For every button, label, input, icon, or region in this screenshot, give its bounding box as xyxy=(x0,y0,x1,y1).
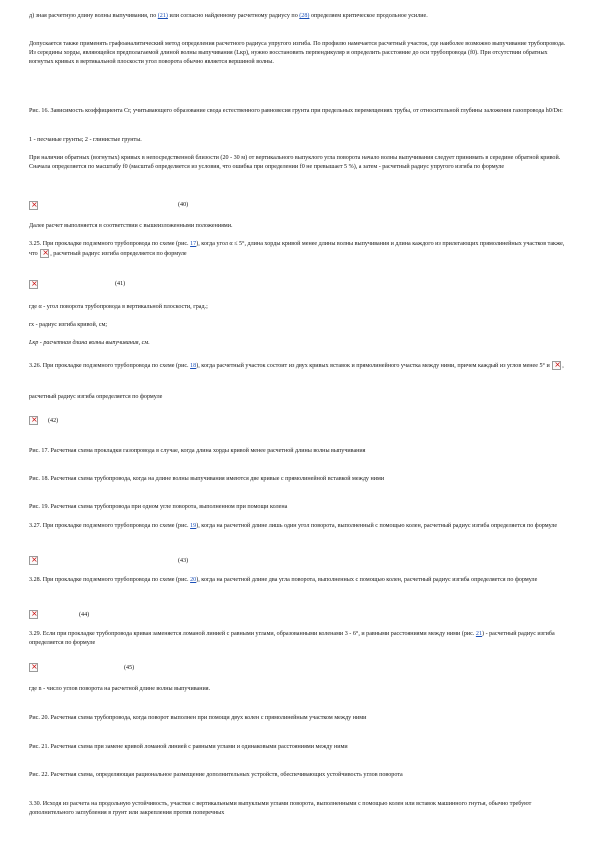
figure-link-19[interactable]: 19 xyxy=(190,523,197,529)
paragraph-where-alpha: где α - угол поворота трубопровода в вертикальной плоскости, град.; xyxy=(29,304,208,310)
figure-caption-16: Рис. 16. Зависимость коэффициента Сг, учитывающего образование свода естественного равновесия грунта при предельных перемещениях трубы, от относительной глубины заложения газопровода h0/Dн: xyxy=(29,108,563,114)
formula-link-28[interactable]: (28) xyxy=(299,13,310,19)
figure-caption-21: Рис. 21. Расчетная схема при замене кривой ломаной линией с равными углами и одинаковыми расстояниями между ними xyxy=(29,744,348,750)
figure-caption-19: Рис. 19. Расчетная схема трубопровода при одном угле поворота, выполненном при помощи колена xyxy=(29,504,288,510)
figure-link-21[interactable]: 21 xyxy=(475,631,483,637)
paragraph-3-25: 3.25. При прокладке подземного трубопровода по схеме (рис. 17), когда угол α ≤ 5°, длина хорды кривой менее длины волны выпучивания и длина каждого из прилегающих прямолинейных участков также, что × , расчетный радиус изгиба определяется по формуле xyxy=(29,240,569,259)
equation-number-40: (40) xyxy=(178,202,189,208)
paragraph-3-26: 3.26. При прокладке подземного трубопровода по схеме (рис. 18), когда расчетный участок состоит из двух кривых вставок и прямолинейного участка между ними, причем каждый из углов менее 5° и × , xyxy=(29,361,569,371)
paragraph-intro: д) зная расчетную длину волны выпучивания, по (21) или согласно найденному расчетному радиусу по (28) определяем критическое продольное усилие. xyxy=(29,13,428,19)
equation-number-44: (44) xyxy=(79,612,90,618)
paragraph-3-30: 3.30. Исходя из расчета на продольную устойчивость, участки с вертикальными выпуклыми углами поворота, выполненными с помощью колен или вставок машинного гнутья, обычно требуют дополнительного заглубления в грунт или закрепления против поперечных xyxy=(29,801,532,816)
figure-link-17[interactable]: 17 xyxy=(190,241,197,247)
broken-image-icon xyxy=(29,610,38,619)
paragraph-formula-intro: расчетный радиус изгиба определяется по формуле xyxy=(29,394,163,400)
broken-image-icon xyxy=(40,249,49,258)
broken-image-icon xyxy=(29,416,38,425)
paragraph-where-n: где n - число углов поворота на расчетной длине волны выпучивания. xyxy=(29,686,211,692)
broken-image-icon xyxy=(29,201,38,210)
figure-link-20[interactable]: 20 xyxy=(190,577,197,583)
paragraph-3-29: 3.29. Если при прокладке трубопровода кривая заменяется ломаной линией с равными углами, образованными коленами 3 - 6°, и равными расстояниями между ними (рис. 21) - расчетный радиус изгиба определяется по формуле xyxy=(29,631,555,646)
figure-caption-20: Рис. 20. Расчетная схема трубопровода, когда поворот выполнен при помощи двух колен с прямолинейным участком между ними xyxy=(29,715,367,721)
broken-image-icon xyxy=(29,556,38,565)
equation-number-43: (43) xyxy=(178,558,189,564)
paragraph-reverse-curves: При наличии обратных (вогнутых) кривых в непосредственной близости (20 - 30 м) от вертикального выпуклого угла поворота начало волны выпучивания следует принимать в середине обратной кривой. Сначала определяется по масштабу f0 (масштаб определяется из условия, что ошибка при определении f0 не превышает 5 %), а затем - расчетный радиус упругого изгиба по формуле xyxy=(29,155,561,170)
paragraph-3-28: 3.28. При прокладке подземного трубопровода по схеме (рис. 20), когда на расчетной длине два угла поворота, выполненных с помощью колен, расчетный радиус изгиба определяется по формуле xyxy=(29,577,538,583)
figure-legend-16: 1 - песчаные грунты; 2 - глинистые грунты. xyxy=(29,137,142,143)
paragraph-where-lkr: Lкр - расчетная длина волны выпучивания, см. xyxy=(29,340,150,346)
figure-caption-17: Рис. 17. Расчетная схема прокладки газопровода в случае, когда длина хорды кривой менее расчетной длины волны выпучивания xyxy=(29,448,366,454)
equation-number-42: (42) xyxy=(48,418,59,424)
broken-image-icon xyxy=(29,663,38,672)
formula-link-21[interactable]: (21) xyxy=(157,13,168,19)
paragraph-graphic-method: Допускается также применять графоаналитический метод определения расчетного радиуса упругого изгиба. По профилю намечается расчетный участок, где наиболее возможно выпучивание трубопровода. Из середины хорды, являющейся предполагаемой длиной волны выпучивания (Lкр), нужно восстановить перпендикуляр и определить расстояние до оси трубопровода (f0). При отсутствии обратных вогнутых кривых в вертикальной плоскости угол поворота обычно является вершиной волны. xyxy=(29,41,566,65)
figure-caption-18: Рис. 18. Расчетная схема трубопровода, когда на длине волны выпучивания имеются две кривые с прямолинейной вставкой между ними xyxy=(29,476,385,482)
figure-link-18[interactable]: 18 xyxy=(190,362,197,369)
paragraph-where-rx: rх - радиус изгиба кривой, см; xyxy=(29,322,108,328)
equation-number-45: (45) xyxy=(124,665,135,671)
figure-caption-22: Рис. 22. Расчетная схема, определяющая рациональное размещение дополнительных устройств, обеспечивающих устойчивость углов поворота xyxy=(29,772,403,778)
equation-number-41: (41) xyxy=(115,281,126,287)
broken-image-icon xyxy=(29,280,38,289)
broken-image-icon xyxy=(552,361,561,370)
paragraph-3-27: 3.27. При прокладке подземного трубопровода по схеме (рис. 19), когда на расчетной длине лишь один угол поворота, выполненный с помощью колен, расчетный радиус изгиба определяется по формуле xyxy=(29,523,558,529)
paragraph-further-calc: Далее расчет выполняется в соответствии с вышеизложенными положениями. xyxy=(29,223,233,229)
